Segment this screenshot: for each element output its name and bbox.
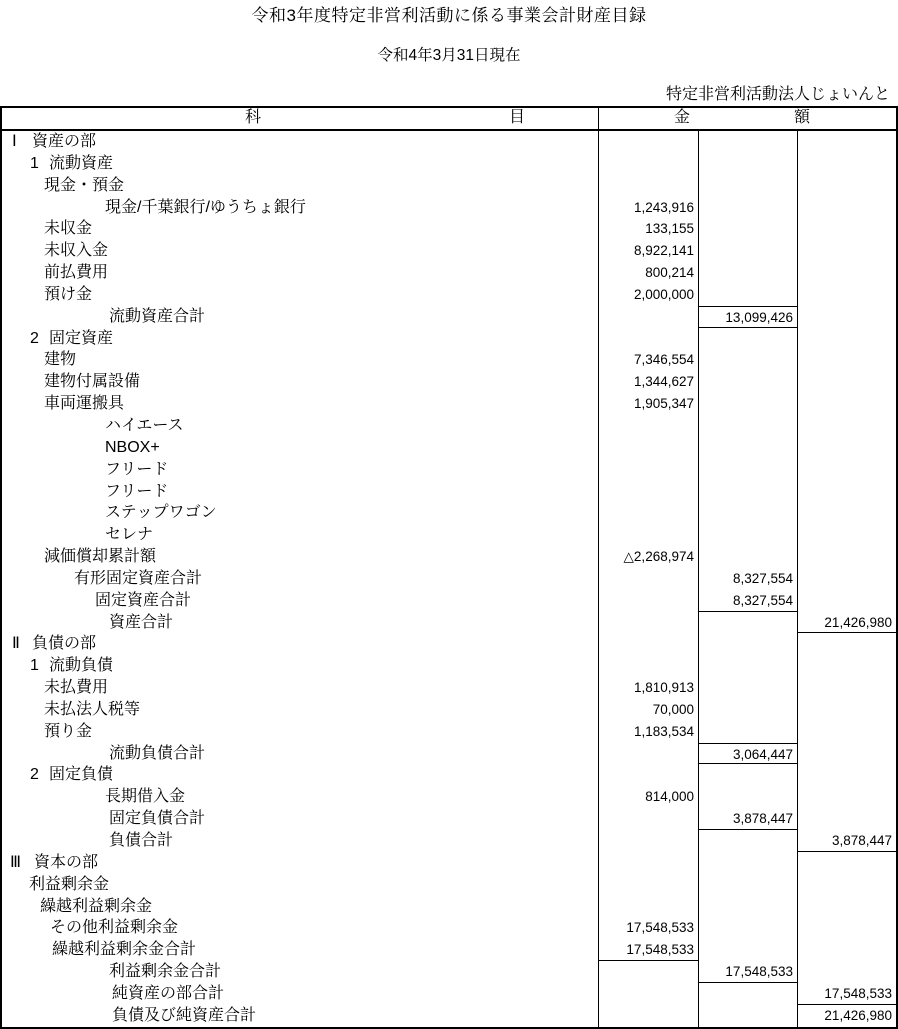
subject-cell [2,590,598,612]
total-amount-cell [797,699,896,721]
subject-cell [2,524,598,546]
subject-cell [2,284,598,306]
account-label: 前払費用 [44,264,109,282]
subject-cell [2,371,598,393]
subject-cell [2,393,598,415]
subtotal-amount-cell: 17,548,533 [698,961,797,983]
account-label: その他利益剰余金 [50,919,179,937]
as-of-date: 令和4年3月31日現在 [377,47,521,64]
subject-cell [2,786,598,808]
detail-amount-cell [598,568,698,590]
total-amount-cell [797,175,896,197]
subject-cell [2,633,598,655]
subtotal-amount-cell [698,328,797,350]
subject-header-char: 目 [508,109,525,126]
total-amount-cell [797,721,896,743]
total-amount-cell [797,896,896,918]
total-amount-cell [797,262,896,284]
subject-cell [2,415,598,437]
total-amount-cell: 17,548,533 [797,983,896,1005]
subject-cell [2,546,598,568]
total-amount-cell [797,306,896,328]
table-row [2,153,896,175]
table-row [2,830,896,852]
account-label: セレナ [105,526,154,544]
detail-amount-cell [598,633,698,655]
detail-amount-cell: 17,548,533 [598,917,698,939]
subject-cell [2,917,598,939]
total-amount-cell [797,415,896,437]
account-label: 預り金 [44,722,93,740]
subtotal-amount-cell [698,349,797,371]
account-label: 利益剰余金 [29,875,110,893]
detail-amount-cell: 1,344,627 [598,371,698,393]
subject-cell [2,612,598,634]
subject-cell [2,852,598,874]
subject-cell [2,961,598,983]
assets-inventory-table [0,106,898,1029]
table-row [2,197,896,219]
detail-amount-cell: 814,000 [598,786,698,808]
table-row [2,459,896,481]
total-amount-cell [797,371,896,393]
detail-amount-cell: 1,905,347 [598,393,698,415]
subtotal-amount-cell [698,1005,797,1027]
detail-amount-cell [598,852,698,874]
subject-cell [2,481,598,503]
total-amount-cell [797,568,896,590]
account-label: 建物 [44,351,77,369]
total-amount-cell [797,240,896,262]
subject-cell [2,197,598,219]
table-row [2,568,896,590]
subject-cell [2,175,598,197]
detail-amount-cell [598,830,698,852]
table-row [2,371,896,393]
subject-cell [2,764,598,786]
total-amount-cell: 21,426,980 [797,612,896,634]
table-row [2,502,896,524]
subtotal-amount-cell [698,546,797,568]
table-row [2,415,896,437]
total-amount-cell [797,218,896,240]
total-amount-cell [797,284,896,306]
subject-cell [2,153,598,175]
detail-amount-cell [598,961,698,983]
account-label: 流動資産合計 [109,307,206,325]
subtotal-amount-cell [698,896,797,918]
subtotal-amount-cell [698,830,797,852]
total-amount-cell: 21,426,980 [797,1005,896,1027]
account-label: 固定資産 [49,329,114,347]
account-label: 負債の部 [32,635,97,653]
detail-amount-cell [598,764,698,786]
section-number: 2 [30,766,39,784]
total-amount-cell [797,524,896,546]
account-label: 純資産の部合計 [112,984,225,1002]
subtotal-amount-cell [698,917,797,939]
subtotal-amount-cell [698,481,797,503]
account-label: 利益剰余金合計 [109,963,222,981]
table-row [2,240,896,262]
account-label: 現金/千葉銀行/ゆうちょ銀行 [105,198,306,216]
organization-name: 特定非営利活動法人じょいんと [665,86,890,103]
detail-amount-cell [598,459,698,481]
account-label: 建物付属設備 [44,373,141,391]
table-row [2,633,896,655]
total-amount-cell [797,393,896,415]
amount-column-header [598,108,896,129]
detail-amount-cell [598,524,698,546]
detail-amount-cell: 17,548,533 [598,939,698,961]
subtotal-amount-cell [698,131,797,153]
section-number: 1 [30,154,39,172]
detail-amount-cell: 800,214 [598,262,698,284]
account-label: 車両運搬具 [44,395,125,413]
detail-amount-cell: 1,183,534 [598,721,698,743]
total-amount-cell [797,590,896,612]
section-number: Ⅱ [12,635,20,653]
subtotal-amount-cell: 13,099,426 [698,306,797,328]
detail-amount-cell: 133,155 [598,218,698,240]
account-label: 未払法人税等 [44,700,141,718]
total-amount-cell [797,874,896,896]
account-label: 流動資産 [49,154,114,172]
document-title: 令和3年度特定非営利活動に係る事業会計財産目録 [251,6,647,25]
account-label: 有形固定資産合計 [74,569,203,587]
account-label: NBOX+ [105,438,160,456]
subtotal-amount-cell [698,218,797,240]
table-row [2,612,896,634]
subject-cell [2,677,598,699]
table-row [2,306,896,328]
total-amount-cell [797,786,896,808]
subject-cell [2,721,598,743]
table-row [2,896,896,918]
table-row [2,1005,896,1027]
table-row [2,284,896,306]
subtotal-amount-cell [698,939,797,961]
detail-amount-cell [598,481,698,503]
section-number: Ⅰ [12,133,17,150]
total-amount-cell [797,153,896,175]
table-row [2,699,896,721]
table-row [2,328,896,350]
total-amount-cell [797,131,896,153]
subtotal-amount-cell [698,983,797,1005]
table-row [2,721,896,743]
account-label: フリード [105,482,169,500]
detail-amount-cell [598,131,698,153]
subject-cell [2,874,598,896]
detail-amount-cell [598,415,698,437]
subtotal-amount-cell [698,633,797,655]
detail-amount-cell: 1,810,913 [598,677,698,699]
total-amount-cell [797,917,896,939]
subject-cell [2,808,598,830]
account-label: 未収金 [44,220,93,238]
subject-cell [2,262,598,284]
account-label: 未払費用 [44,679,109,697]
section-number: 2 [30,329,39,347]
subject-cell [2,699,598,721]
table-row [2,939,896,961]
subject-cell [2,1005,598,1027]
subtotal-amount-cell [698,175,797,197]
table-row [2,349,896,371]
subject-column-header [2,108,598,129]
account-label: 減価償却累計額 [44,548,157,566]
subtotal-amount-cell [698,240,797,262]
account-label: ステップワゴン [105,504,217,522]
account-label: 繰越利益剰余金 [40,897,153,915]
amount-header-char: 金 [674,109,691,126]
total-amount-cell [797,808,896,830]
account-label: 預け金 [44,285,93,303]
subject-cell [2,568,598,590]
section-number: Ⅲ [10,853,22,871]
account-label: 流動負債合計 [109,744,206,762]
account-label: 固定負債 [49,766,114,784]
account-label: 繰越利益剰余金合計 [52,941,197,959]
table-row [2,218,896,240]
subtotal-amount-cell [698,612,797,634]
account-label: 負債及び純資産合計 [112,1006,257,1024]
total-amount-cell [797,852,896,874]
total-amount-cell [797,939,896,961]
subtotal-amount-cell [698,393,797,415]
detail-amount-cell [598,612,698,634]
account-label: フリード [105,460,169,478]
total-amount-cell [797,764,896,786]
total-amount-cell [797,437,896,459]
subject-cell [2,983,598,1005]
table-row [2,481,896,503]
detail-amount-cell: 8,922,141 [598,240,698,262]
table-row [2,786,896,808]
subject-cell [2,131,598,153]
detail-amount-cell [598,808,698,830]
table-row [2,743,896,765]
detail-amount-cell [598,328,698,350]
total-amount-cell [797,633,896,655]
account-label: ハイエース [105,416,184,434]
table-row [2,175,896,197]
account-label: 固定資産合計 [95,591,192,609]
account-label: 資産の部 [32,133,97,150]
table-row [2,393,896,415]
subject-cell [2,218,598,240]
detail-amount-cell: 70,000 [598,699,698,721]
subtotal-amount-cell [698,502,797,524]
total-amount-cell [797,655,896,677]
subtotal-amount-cell [698,262,797,284]
subject-cell [2,240,598,262]
table-row [2,546,896,568]
table-row [2,917,896,939]
total-amount-cell [797,328,896,350]
total-amount-cell [797,546,896,568]
account-label: 未収入金 [44,242,109,260]
detail-amount-cell [598,743,698,765]
table-row [2,983,896,1005]
subtotal-amount-cell [698,153,797,175]
subtotal-amount-cell [698,437,797,459]
section-number: 1 [30,657,39,675]
subject-cell [2,655,598,677]
subtotal-amount-cell [698,459,797,481]
subject-cell [2,743,598,765]
table-row [2,262,896,284]
subject-header-char: 科 [245,109,262,126]
detail-amount-cell: 7,346,554 [598,349,698,371]
account-label: 負債合計 [109,832,174,849]
subject-cell [2,896,598,918]
account-label: 流動負債 [49,657,114,675]
account-label: 現金・預金 [44,176,125,194]
subtotal-amount-cell [698,284,797,306]
table-row [2,764,896,786]
table-row [2,590,896,612]
detail-amount-cell [598,874,698,896]
detail-amount-cell: △2,268,974 [598,546,698,568]
detail-amount-cell [598,153,698,175]
subtotal-amount-cell [698,764,797,786]
subtotal-amount-cell: 8,327,554 [698,568,797,590]
table-row [2,961,896,983]
subtotal-amount-cell [698,524,797,546]
table-body [2,131,896,1027]
detail-amount-cell [598,1005,698,1027]
table-row [2,677,896,699]
account-label: 資本の部 [34,853,99,871]
table-row [2,808,896,830]
subtotal-amount-cell [698,415,797,437]
total-amount-cell: 3,878,447 [797,830,896,852]
subtotal-amount-cell [698,677,797,699]
detail-amount-cell [598,590,698,612]
total-amount-cell [797,677,896,699]
total-amount-cell [797,349,896,371]
detail-amount-cell: 2,000,000 [598,284,698,306]
table-row [2,437,896,459]
table-header-row [2,108,896,131]
total-amount-cell [797,502,896,524]
table-row [2,655,896,677]
detail-amount-cell [598,896,698,918]
account-label: 固定負債合計 [109,810,206,828]
subject-cell [2,349,598,371]
subtotal-amount-cell [698,786,797,808]
table-row [2,874,896,896]
detail-amount-cell [598,983,698,1005]
subject-cell [2,459,598,481]
subtotal-amount-cell [698,655,797,677]
subtotal-amount-cell [698,721,797,743]
detail-amount-cell [598,437,698,459]
total-amount-cell [797,459,896,481]
account-label: 資産合計 [109,613,174,631]
subtotal-amount-cell: 3,064,447 [698,743,797,765]
detail-amount-cell [598,175,698,197]
subtotal-amount-cell [698,852,797,874]
subtotal-amount-cell: 3,878,447 [698,808,797,830]
detail-amount-cell [598,655,698,677]
detail-amount-cell: 1,243,916 [598,197,698,219]
table-row [2,852,896,874]
table-row [2,131,896,153]
subject-cell [2,328,598,350]
subtotal-amount-cell: 8,327,554 [698,590,797,612]
total-amount-cell [797,197,896,219]
account-label: 長期借入金 [105,788,186,806]
amount-header-char: 額 [793,109,810,126]
total-amount-cell [797,961,896,983]
subtotal-amount-cell [698,371,797,393]
subject-cell [2,830,598,852]
subtotal-amount-cell [698,197,797,219]
subtotal-amount-cell [698,874,797,896]
subtotal-amount-cell [698,699,797,721]
subject-cell [2,502,598,524]
detail-amount-cell [598,306,698,328]
subject-cell [2,437,598,459]
total-amount-cell [797,743,896,765]
total-amount-cell [797,481,896,503]
table-row [2,524,896,546]
detail-amount-cell [598,502,698,524]
subject-cell [2,306,598,328]
subject-cell [2,939,598,961]
